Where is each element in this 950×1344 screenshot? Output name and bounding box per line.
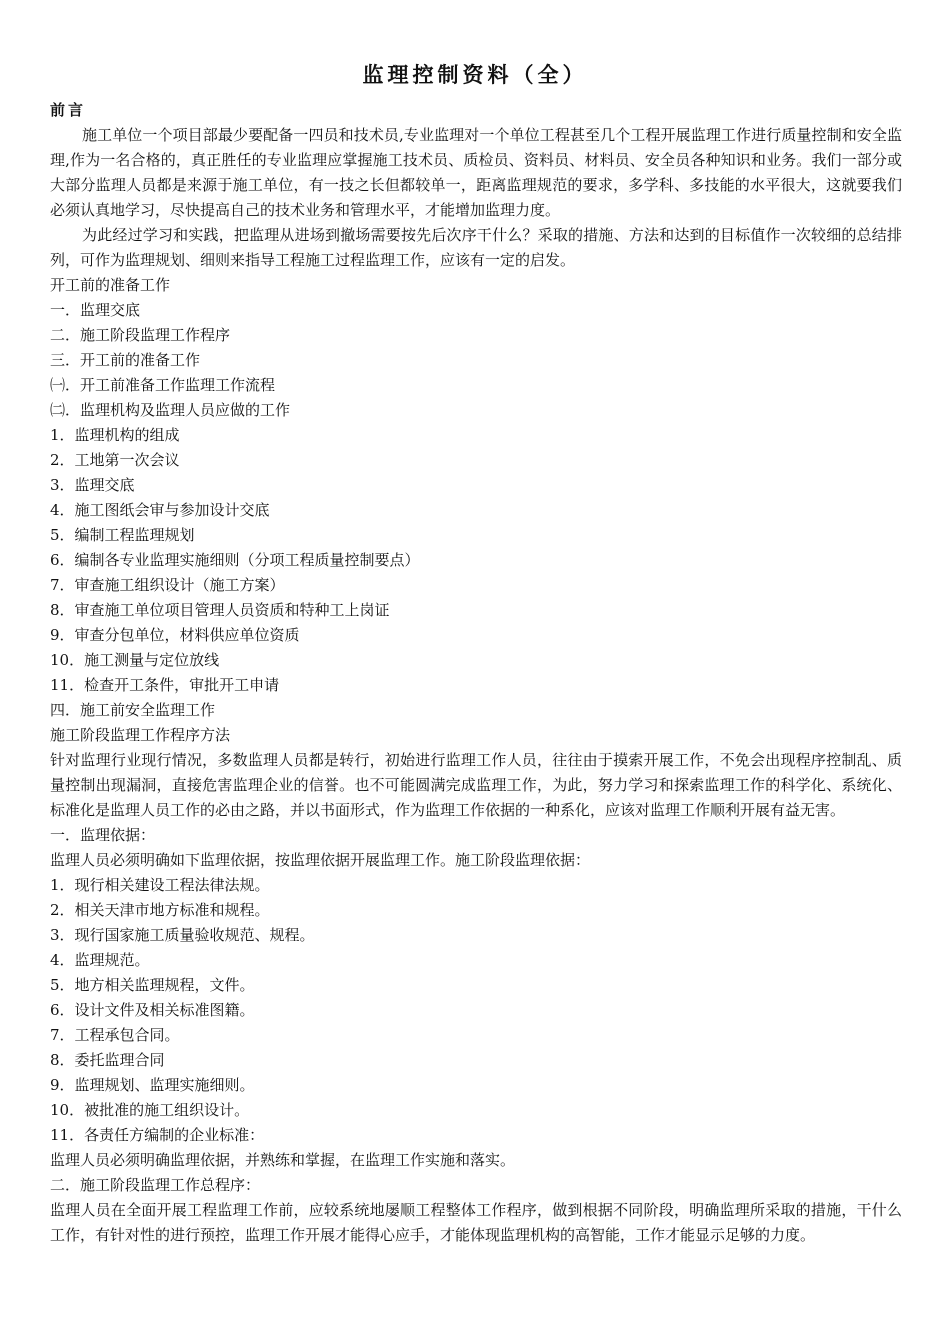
preface-heading: 前言 <box>50 101 87 119</box>
toc-item: 6．编制各专业监理实施细则（分项工程质量控制要点） <box>50 551 420 569</box>
basis-item: 3．现行国家施工质量验收规范、规程。 <box>50 926 315 944</box>
toc-item: 二．施工阶段监理工作程序 <box>50 326 231 344</box>
basis-item: 10．被批准的施工组织设计。 <box>50 1101 250 1119</box>
toc-item: 9．审查分包单位，材料供应单位资质 <box>50 626 300 644</box>
toc-item: 7．审查施工组织设计（施工方案） <box>50 576 285 594</box>
method-intro-paragraph: 针对监理行业现行情况，多数监理人员都是转行，初始进行监理工作人员，往往由于摸索开展工作，不免会出现程序控制乱、质量控制出现漏洞，直接危害监理企业的信誉。也不可能圆满完成监理工作，为此，努力学习和探索监理工作的科学化、系统化、标准化是监理人员工作的必由之路，并以书面形式，作为监理工作依据的一种系化，应该对监理工作顺利开展有益无害。 <box>50 751 902 819</box>
toc-item: 三．开工前的准备工作 <box>50 351 201 369</box>
basis-item: 11．各责任方编制的企业标准： <box>50 1126 265 1144</box>
basis-item: 7．工程承包合同。 <box>50 1026 180 1044</box>
procedure-heading: 二．施工阶段监理工作总程序： <box>50 1176 261 1194</box>
basis-heading: 一．监理依据： <box>50 826 156 844</box>
basis-item: 4．监理规范。 <box>50 951 150 969</box>
toc-list <box>50 273 902 748</box>
toc-item: 5．编制工程监理规划 <box>50 526 195 544</box>
basis-item: 8．委托监理合同 <box>50 1051 165 1069</box>
toc-item: 一．监理交底 <box>50 301 141 319</box>
document-title: 监理控制资料（全） <box>362 63 588 87</box>
toc-item: 四．施工前安全监理工作 <box>50 701 216 719</box>
toc-item: 开工前的准备工作 <box>50 276 171 294</box>
toc-item: 8．审查施工单位项目管理人员资质和特种工上岗证 <box>50 601 390 619</box>
toc-item: 施工阶段监理工作程序方法 <box>50 726 231 744</box>
basis-item: 6．设计文件及相关标准图籍。 <box>50 1001 255 1019</box>
basis-list <box>50 873 902 1148</box>
basis-item: 2．相关天津市地方标准和规程。 <box>50 901 270 919</box>
toc-item: 2．工地第一次会议 <box>50 451 180 469</box>
basis-item: 1．现行相关建设工程法律法规。 <box>50 876 270 894</box>
basis-intro: 监理人员必须明确如下监理依据，按监理依据开展监理工作。施工阶段监理依据： <box>50 851 591 869</box>
basis-item: 5．地方相关监理规程，文件。 <box>50 976 255 994</box>
toc-item: 1．监理机构的组成 <box>50 426 180 444</box>
basis-item: 9．监理规划、监理实施细则。 <box>50 1076 255 1094</box>
toc-item: 4．施工图纸会审与参加设计交底 <box>50 501 270 519</box>
toc-item: ㈡．监理机构及监理人员应做的工作 <box>50 401 291 419</box>
toc-item: ㈠．开工前准备工作监理工作流程 <box>50 376 276 394</box>
preface-paragraph-1: 施工单位一个项目部最少要配备一四员和技术员,专业监理对一个单位工程甚至几个工程开展监理工作进行质量控制和安全监理,作为一名合格的，真正胜任的专业监理应掌握施工技术员、质检员、资料员、材料员、安全员各种知识和业务。我们一部分或大部分监理人员都是来源于施工单位，有一技之长但都较单一，距离监理规范的要求，多学科、多技能的水平很大，这就要我们必须认真地学习，尽快提高自己的技术业务和管理水平，才能增加监理力度。 <box>50 126 902 219</box>
toc-item: 10．施工测量与定位放线 <box>50 651 220 669</box>
basis-outro: 监理人员必须明确监理依据，并熟练和掌握，在监理工作实施和落实。 <box>50 1151 516 1169</box>
toc-item: 3．监理交底 <box>50 476 135 494</box>
procedure-paragraph: 监理人员在全面开展工程监理工作前，应较系统地屡顺工程整体工作程序，做到根据不同阶段，明确监理所采取的措施，干什么工作，有针对性的进行预控，监理工作开展才能得心应手，才能体现监理机构的高智能，工作才能显示足够的力度。 <box>50 1201 902 1244</box>
toc-item: 11．检查开工条件，审批开工申请 <box>50 676 280 694</box>
document-body <box>50 98 902 1248</box>
preface-paragraph-2: 为此经过学习和实践，把监理从进场到撤场需要按先后次序干什么？采取的措施、方法和达到的目标值作一次较细的总结排列，可作为监理规划、细则来指导工程施工过程监理工作，应该有一定的启发。 <box>50 226 902 269</box>
